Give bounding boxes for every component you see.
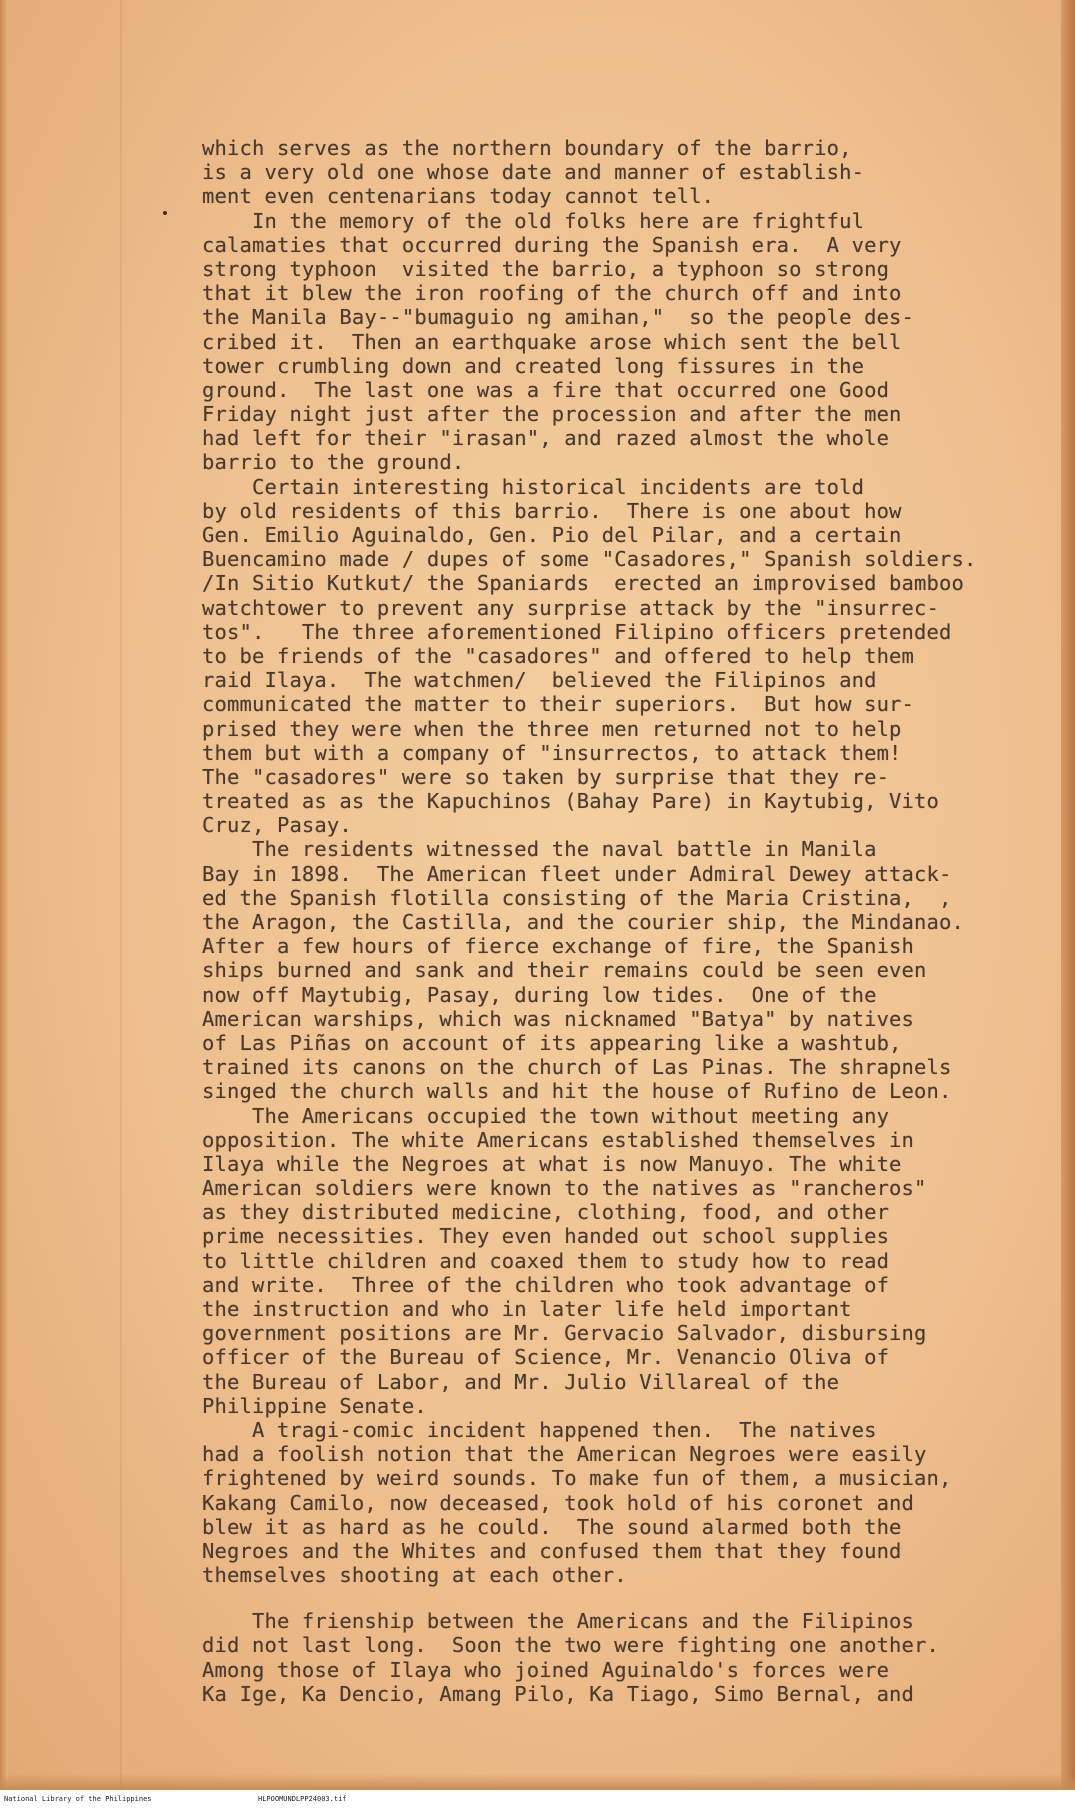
text-line: After a few hours of fierce exchange of fire, the Spanish: [202, 934, 915, 959]
text-line: of Las Piñas on account of its appearing like a washtub,: [202, 1030, 902, 1055]
text-line: Ka Ige, Ka Dencio, Amang Pilo, Ka Tiago, Simo Bernal, and: [202, 1681, 915, 1706]
page-bottom-edge: [0, 1774, 1075, 1790]
text-line: Gen. Emilio Aguinaldo, Gen. Pio del Pilar, and a certain: [202, 523, 902, 547]
text-line: communicated the matter to their superiors. But how sur-: [202, 692, 915, 717]
text-line: Among those of Ilaya who joined Aguinaldo's forces were: [202, 1657, 890, 1682]
text-line: which serves as the northern boundary of the barrio,: [202, 136, 852, 160]
paragraph: [202, 1609, 1062, 1706]
text-line: treated as as the Kapuchinos (Bahay Pare) in Kaytubig, Vito: [202, 789, 940, 814]
scan-footer: [0, 1790, 1075, 1808]
text-line: and write. Three of the children who took advantage of: [202, 1272, 890, 1297]
text-line: had a foolish notion that the American Negroes were easily: [202, 1442, 927, 1467]
text-line: frightened by weird sounds. To make fun of them, a musician,: [202, 1466, 952, 1491]
text-line: barrio to the ground.: [202, 450, 465, 475]
text-line: American soldiers were known to the natives as "rancheros": [202, 1176, 927, 1201]
text-line: trained its canons on the church of Las Pinas. The shrapnels: [202, 1055, 952, 1080]
footer-filename: HLPOOMUNDLPP24003.tif: [258, 1795, 347, 1803]
text-line: the Bureau of Labor, and Mr. Julio Villareal of the: [202, 1369, 840, 1394]
page-right-edge: [1061, 0, 1075, 1790]
text-line: A tragi-comic incident happened then. The natives: [202, 1417, 877, 1442]
text-line: the Manila Bay--"bumaguio ng amihan," so the people des-: [202, 305, 915, 330]
text-line: In the memory of the old folks here are frightful: [202, 208, 865, 233]
text-line: The Americans occupied the town without meeting any: [202, 1103, 890, 1128]
text-line: government positions are Mr. Gervacio Salvador, disbursing: [202, 1321, 927, 1346]
paragraph: [202, 209, 1062, 475]
text-line: to be friends of the "casadores" and offered to help them: [202, 643, 915, 668]
text-line: Friday night just after the procession and after the men: [202, 402, 902, 427]
text-line: /In Sitio Kutkut/ the Spaniards erected an improvised bamboo: [202, 571, 965, 596]
text-line: as they distributed medicine, clothing, food, and other: [202, 1200, 890, 1225]
footer-source: National Library of the Philippines: [4, 1795, 152, 1803]
text-line: The frienship between the Americans and the Filipinos: [202, 1609, 915, 1634]
text-line: American warships, which was nicknamed "Batya" by natives: [202, 1006, 915, 1031]
text-line: tower crumbling down and created long fissures in the: [202, 353, 865, 378]
text-line: them but with a company of "insurrectos, to attack them!: [202, 740, 902, 765]
text-line: themselves shooting at each other.: [202, 1563, 627, 1588]
text-line: The residents witnessed the naval battle in Manila: [202, 837, 877, 862]
text-line: Cruz, Pasay.: [202, 813, 352, 838]
page-left-edge: [0, 0, 8, 1790]
text-line: the instruction and who in later life held important: [202, 1297, 852, 1321]
text-line: singed the church walls and hit the house of Rufino de Leon.: [202, 1079, 952, 1104]
page-fold-shadow: [120, 0, 122, 1790]
text-line: now off Maytubig, Pasay, during low tides. One of the: [202, 982, 877, 1007]
text-line: had left for their "irasan", and razed almost the whole: [202, 426, 890, 451]
paragraph: [202, 1587, 1062, 1609]
text-line: raid Ilaya. The watchmen/ believed the Filipinos and: [202, 668, 877, 693]
text-line: blew it as hard as he could. The sound alarmed both the: [202, 1514, 902, 1539]
text-line: ed the Spanish flotilla consisting of the Maria Cristina, ,: [202, 885, 952, 910]
text-line: watchtower to prevent any surprise attack by the "insurrec-: [202, 595, 940, 620]
paragraph: [202, 136, 1062, 209]
text-line: Philippine Senate.: [202, 1393, 427, 1418]
text-line: Kakang Camilo, now deceased, took hold of his coronet and: [202, 1490, 915, 1515]
text-line: by old residents of this barrio. There is one about how: [202, 498, 902, 523]
paragraph: [202, 1104, 1062, 1418]
text-line: Certain interesting historical incidents are told: [202, 474, 865, 499]
text-line: Buencamino made / dupes of some "Casadores," Spanish soldiers.: [202, 547, 977, 572]
text-line: tos". The three aforementioned Filipino officers pretended: [202, 619, 952, 644]
text-line: that it blew the iron roofing of the church off and into: [202, 281, 902, 306]
typed-body-text: [202, 136, 1062, 1706]
text-line: officer of the Bureau of Science, Mr. Venancio Oliva of: [202, 1345, 890, 1370]
ink-dot-mark: [163, 211, 167, 215]
paragraph: [202, 475, 1062, 838]
text-line: ment even centenarians today cannot tell.: [202, 184, 715, 209]
text-line: cribed it. Then an earthquake arose which sent the bell: [202, 329, 902, 354]
text-line: Bay in 1898. The American fleet under Admiral Dewey attack-: [202, 861, 952, 886]
text-line: calamaties that occurred during the Spanish era. A very: [202, 232, 902, 257]
text-line: the Aragon, the Castilla, and the courier ship, the Mindanao.: [202, 910, 965, 934]
text-line: to little children and coaxed them to study how to read: [202, 1248, 890, 1273]
text-line: Negroes and the Whites and confused them that they found: [202, 1538, 902, 1563]
text-line: did not last long. Soon the two were fighting one another.: [202, 1633, 940, 1658]
paragraph: [202, 1418, 1062, 1587]
paragraph: [202, 837, 1062, 1103]
text-line: opposition. The white Americans established themselves in: [202, 1127, 915, 1152]
text-line: The "casadores" were so taken by surprise that they re-: [202, 764, 890, 789]
text-line: Ilaya while the Negroes at what is now Manuyo. The white: [202, 1151, 902, 1176]
text-line: prime necessities. They even handed out school supplies: [202, 1224, 890, 1249]
text-line: prised they were when the three men returned not to help: [202, 716, 902, 741]
text-line: strong typhoon visited the barrio, a typhoon so strong: [202, 256, 890, 281]
text-line: ground. The last one was a fire that occurred one Good: [202, 377, 890, 402]
text-line: ships burned and sank and their remains could be seen even: [202, 958, 927, 983]
text-line: is a very old one whose date and manner of establish-: [202, 160, 865, 185]
